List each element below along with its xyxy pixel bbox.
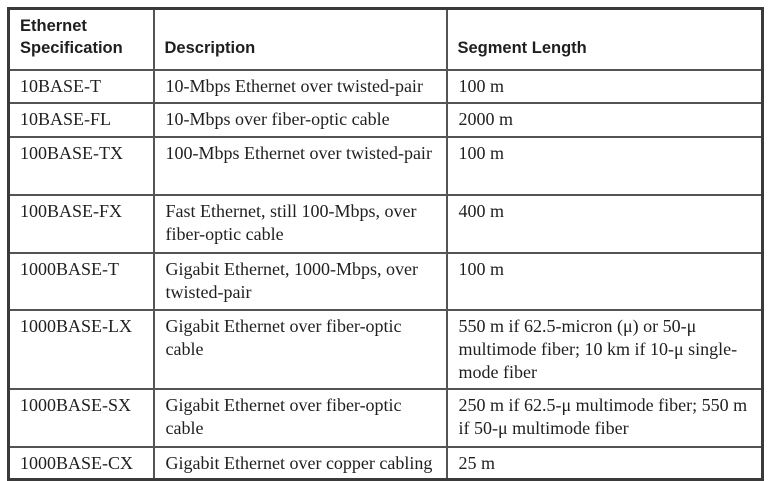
segment-length-cell: 100 m [447, 70, 763, 103]
spec-cell: 100BASE-FX [9, 195, 154, 253]
spec-cell: 10BASE-FL [9, 103, 154, 137]
table-row [9, 103, 763, 137]
spec-cell: 100BASE-TX [9, 137, 154, 195]
table-row [9, 137, 763, 195]
table-row [9, 195, 763, 253]
column-header-description: Description [154, 9, 447, 70]
segment-length-cell: 2000 m [447, 103, 763, 137]
description-cell: Gigabit Ethernet over fiber-optic cable [154, 389, 447, 447]
spec-cell: 1000BASE-CX [9, 447, 154, 480]
segment-length-cell: 550 m if 62.5-micron (μ) or 50-μ multimode fiber; 10 km if 10-μ single-mode fiber [447, 310, 763, 389]
description-cell: Gigabit Ethernet, 1000-Mbps, over twisted-pair [154, 253, 447, 310]
segment-length-cell: 250 m if 62.5-μ multimode fiber; 550 m if 50-μ multimode fiber [447, 389, 763, 447]
segment-length-cell: 100 m [447, 253, 763, 310]
table-row [9, 447, 763, 480]
table-row [9, 70, 763, 103]
description-cell: Fast Ethernet, still 100-Mbps, over fiber-optic cable [154, 195, 447, 253]
column-header-segment-length: Segment Length [447, 9, 763, 70]
column-header-ethernet-specification: Ethernet Specification [9, 9, 154, 70]
spec-cell: 1000BASE-LX [9, 310, 154, 389]
table-row [9, 389, 763, 447]
spec-cell: 1000BASE-SX [9, 389, 154, 447]
description-cell: 10-Mbps Ethernet over twisted-pair [154, 70, 447, 103]
spec-cell: 10BASE-T [9, 70, 154, 103]
description-cell: 10-Mbps over fiber-optic cable [154, 103, 447, 137]
table-row [9, 310, 763, 389]
ethernet-specification-table [7, 7, 764, 481]
description-cell: 100-Mbps Ethernet over twisted-pair [154, 137, 447, 195]
segment-length-cell: 400 m [447, 195, 763, 253]
table-header-row [9, 9, 763, 70]
spec-cell: 1000BASE-T [9, 253, 154, 310]
segment-length-cell: 100 m [447, 137, 763, 195]
description-cell: Gigabit Ethernet over fiber-optic cable [154, 310, 447, 389]
segment-length-cell: 25 m [447, 447, 763, 480]
description-cell: Gigabit Ethernet over copper cabling [154, 447, 447, 480]
table-row [9, 253, 763, 310]
